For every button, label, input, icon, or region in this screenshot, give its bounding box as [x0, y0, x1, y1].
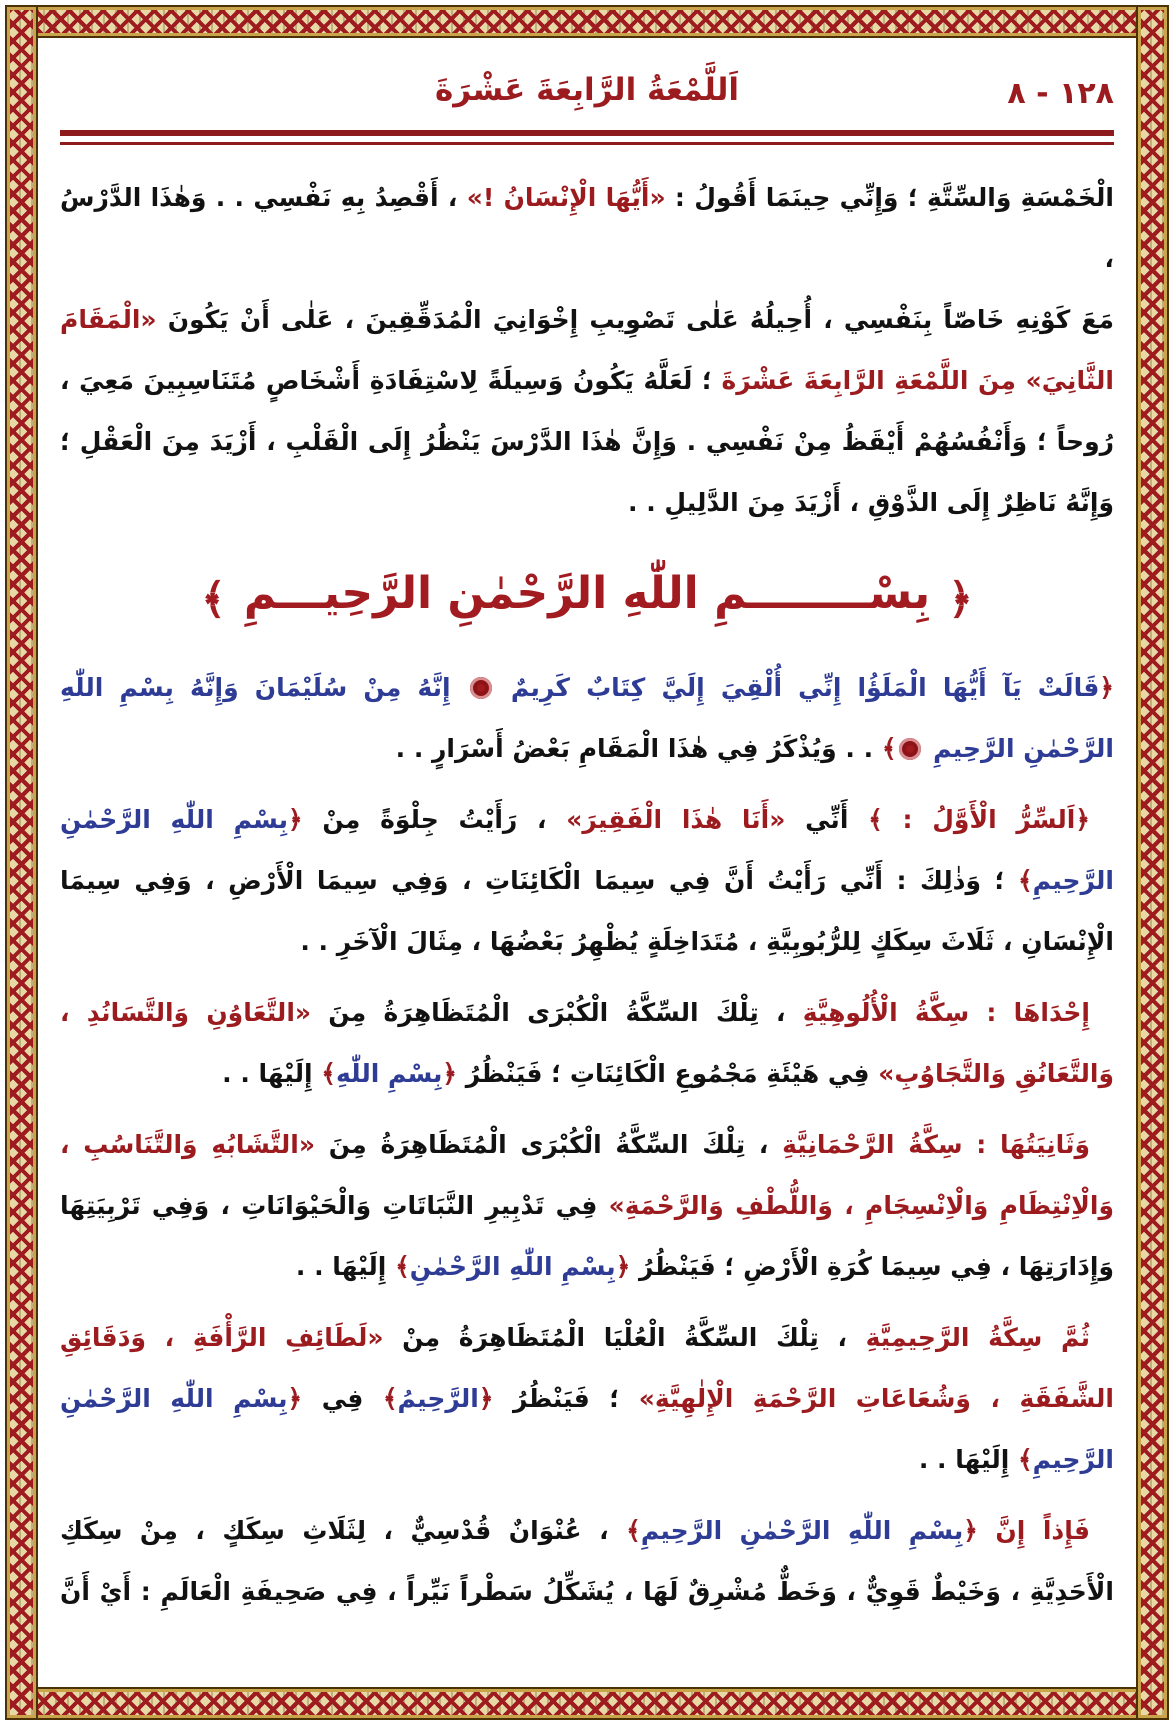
text-segment: مَعَ كَوْنِهِ خَاصّاً بِنَفْسِي ، أُحِيلُهُ عَلٰى تَصْوِيبِ إِخْوَانِيَ الْمُدَقِّقِينَ ، عَلٰى أَنْ يَكُونَ [156, 305, 1114, 334]
text-segment: . . وَيُذْكَرُ فِي هٰذَا الْمَقَامِ بَعْضُ أَسْرَارٍ . . [395, 734, 882, 763]
text-segment: فَإِذاً إِنَّ [977, 1516, 1090, 1545]
text-segment: «أَيُّهَا الْإِنْسَانُ !» [466, 183, 666, 212]
text-segment: «لَطَائِفِ الرَّأْفَةِ ، وَدَقَائِقِ [60, 1323, 384, 1352]
body-text [60, 167, 1114, 1622]
text-line [60, 850, 1114, 911]
verse-medallion-icon [899, 738, 921, 760]
text-line [60, 289, 1114, 350]
text-segment: الشَّفَقَةِ ، وَشُعَاعَاتِ الرَّحْمَةِ الْإِلٰهِيَّةِ» [638, 1384, 1115, 1413]
paragraph-second-stamp [60, 1114, 1114, 1297]
text-segment: بِسْمِ اللّٰهِ الرَّحْمٰنِ [60, 1384, 288, 1413]
text-segment: بِسْمِ اللّٰهِ الرَّحْمٰنِ الرَّحِيمِ [640, 1516, 964, 1545]
paragraph-first-secret [60, 789, 1114, 972]
verse-medallion-icon [470, 677, 492, 699]
text-line [60, 350, 1114, 411]
text-segment: رُوحاً ؛ وَأَنْفُسُهُمْ أَيْقَظُ مِنْ نَفْسِي . وَإِنَّ هٰذَا الدَّرْسَ يَنْظُرُ إِلَى الْقَلْبِ ، أَزْيَدَ مِنَ الْعَقْلِ ؛ [60, 427, 1114, 456]
paragraph-quran-verse [60, 657, 1114, 779]
page-title: اَللَّمْعَةُ الرَّابِعَةَ عَشْرَةَ [434, 72, 739, 108]
ornate-bracket-icon: ﴾ [382, 1384, 398, 1413]
ornate-bracket-left-icon: ﴾ [201, 574, 226, 623]
text-segment: أَنِّي [785, 805, 869, 834]
text-segment: فِي [302, 1384, 383, 1413]
text-segment: ، تِلْكَ السِّكَّةُ الْعُلْيَا الْمُتَظَاهِرَةُ مِنْ [383, 1323, 866, 1352]
text-segment: وَالتَّعَانُقِ وَالتَّجَاوُبِ» [878, 1059, 1114, 1088]
text-segment: الرَّحِيمِ [1032, 1445, 1114, 1474]
text-segment: الثَّانِيَ» مِنَ اللَّمْعَةِ الرَّابِعَةَ عَشْرَةَ [721, 366, 1114, 395]
text-segment: بِسْمِ اللّٰهِ الرَّحْمٰنِ [409, 1252, 616, 1281]
paragraph-conclusion [60, 1500, 1114, 1622]
text-line [60, 1500, 1114, 1561]
text-segment: «أَنَا هٰذَا الْفَقِيرَ» [566, 805, 786, 834]
text-segment: الْخَمْسَةِ وَالسِّتَّةِ ؛ وَإِنِّي حِينَمَا أَقُولُ : [665, 183, 1114, 212]
text-line [60, 1236, 1114, 1297]
text-line [60, 411, 1114, 472]
ornate-bracket-icon: ﴿ [478, 1384, 494, 1413]
text-segment: إِنَّهُ مِنْ سُلَيْمَانَ وَإِنَّهُ بِسْمِ اللّٰهِ [60, 673, 467, 702]
ornate-bracket-icon: ﴾ [1018, 1445, 1033, 1474]
text-segment: بِسْمِ اللّٰهِ [335, 1059, 443, 1088]
page-content [34, 34, 1140, 1691]
text-segment: إِلَيْهَا . . [918, 1445, 1018, 1474]
text-line [60, 982, 1114, 1043]
text-segment: ؛ لَعَلَّهُ يَكُونُ وَسِيلَةً لِاسْتِفَادَةِ أَشْخَاصٍ مُتَنَاسِبِينَ مَعِيَ ، [60, 366, 722, 395]
text-segment: وَثَانِيَتُهَا : سِكَّةُ الرَّحْمَانِيَّةِ [782, 1130, 1090, 1159]
text-segment: الرَّحِيمِ [1032, 866, 1114, 895]
text-line [60, 1429, 1114, 1490]
text-segment: الرَّحْمٰنِ الرَّحِيمِ [924, 734, 1114, 763]
text-segment: وَالْاِنْتِظَامِ وَالْاِنْسِجَامِ ، وَاللُّطْفِ وَالرَّحْمَةِ» [608, 1191, 1114, 1220]
text-line [60, 472, 1114, 533]
text-line [60, 789, 1114, 850]
text-line [60, 1368, 1114, 1429]
text-segment: الْإِنْسَانِ ، ثَلَاثَ سِكَكٍ لِلرُّبُوبِيَّةِ ، مُتَدَاخِلَةٍ يُظْهِرُ بَعْضُهَا ، مِثَالَ الْآخَرِ . . [300, 927, 1114, 956]
text-segment: بِسْمِ اللّٰهِ الرَّحْمٰنِ [60, 805, 288, 834]
text-segment: ثُمَّ سِكَّةُ الرَّحِيمِيَّةِ [865, 1323, 1091, 1352]
ornate-bracket-icon: ﴿ [288, 805, 303, 834]
text-segment: فِي هَيْئَةِ مَجْمُوعِ الْكَائِنَاتِ ؛ فَيَنْظُرُ [457, 1059, 879, 1088]
text-segment: ، تِلْكَ السِّكَّةُ الْكُبْرَى الْمُتَظَاهِرَةُ مِنَ [311, 998, 803, 1027]
ornate-bracket-right-icon: ﴿ [948, 574, 973, 623]
text-segment: قَالَتْ يَآ أَيُّهَا الْمَلَؤُا إِنِّي أُلْقِيَ إِلَيَّ كِتَابٌ كَرِيمٌ [494, 673, 1100, 702]
ornate-bracket-icon: ﴾ [321, 1059, 336, 1088]
text-line [60, 167, 1114, 289]
ornate-bracket-icon: ﴾ [1018, 866, 1033, 895]
ornate-bracket-icon: ﴿ [963, 1516, 978, 1545]
ornate-bracket-icon: ﴾ [626, 1516, 641, 1545]
ornate-bracket-icon: ﴿ [442, 1059, 458, 1088]
text-line [60, 1175, 1114, 1236]
page-number: ١٢٨ - ٨ [1007, 76, 1114, 111]
text-line [60, 718, 1114, 779]
page-header [60, 70, 1114, 120]
text-segment: «التَّشَابُهِ وَالتَّنَاسُبِ ، [60, 1130, 315, 1159]
text-segment: إِلَيْهَا . . [295, 1252, 396, 1281]
text-line [60, 1307, 1114, 1368]
text-segment: إِلَيْهَا . . [222, 1059, 322, 1088]
text-segment: فِي تَدْبِيرِ النَّبَاتَاتِ وَالْحَيْوَانَاتِ ، وَفِي تَرْبِيَتِهَا [60, 1191, 609, 1220]
text-segment: «التَّعَاوُنِ وَالتَّسَانُدِ ، [60, 998, 312, 1027]
text-segment: ؛ فَيَنْظُرُ [493, 1384, 639, 1413]
text-segment: وَإِنَّهُ نَاظِرٌ إِلَى الذَّوْقِ ، أَزْيَدَ مِنَ الدَّلِيلِ . . [628, 488, 1114, 517]
text-line [60, 911, 1114, 972]
paragraph-first-stamp [60, 982, 1114, 1104]
ornate-bracket-icon: ﴿ [615, 1252, 631, 1281]
ornate-bracket-icon: ﴾ [881, 734, 897, 763]
text-segment: إِحْدَاهَا : سِكَّةُ الْأُلُوهِيَّةِ [802, 998, 1090, 1027]
text-segment: وَإِدَارَتِهَا ، فِي سِيمَا كُرَةِ الْأَرْضِ ؛ فَيَنْظُرُ [630, 1252, 1114, 1281]
text-segment: ﴿اَلسِّرُّ الْأَوَّلُ : ﴾ [868, 805, 1090, 834]
text-line [60, 657, 1114, 718]
text-line [60, 1043, 1114, 1104]
text-segment: ، رَأَيْتُ جِلْوَةً مِنْ [302, 805, 567, 834]
ornate-bracket-icon: ﴿ [1099, 673, 1114, 702]
text-segment: الْأَحَدِيَّةِ ، وَخَيْطٌ قَوِيٌّ ، وَخَطٌّ مُشْرِقٌ لَهَا ، يُشَكِّلُ سَطْراً نَيِّراً ، فِي صَحِيفَةِ الْعَالَمِ : أَيْ أَنَّ [60, 1577, 1114, 1606]
ornamental-border-right [1136, 5, 1169, 1720]
ornate-bracket-icon: ﴾ [395, 1252, 410, 1281]
text-line [60, 1114, 1114, 1175]
basmala-text: بِسْــــــــمِ اللّٰهِ الرَّحْمٰنِ الرَّحِيـــمِ [243, 568, 931, 619]
ornate-bracket-icon: ﴿ [287, 1384, 303, 1413]
text-segment: ، تِلْكَ السِّكَّةُ الْكُبْرَى الْمُتَظَاهِرَةُ مِنَ [315, 1130, 783, 1159]
basmala-calligraphy [60, 559, 1114, 629]
text-segment: «الْمَقَامَ [60, 305, 157, 334]
ornamental-border-bottom [5, 1687, 1169, 1720]
text-segment: الرَّحِيمُ [397, 1384, 479, 1413]
text-segment: ، عُنْوَانٌ قُدْسِيٌّ ، لِثَلَاثِ سِكَكٍ ، مِنْ سِكَكِ [60, 1516, 627, 1545]
paragraph-third-stamp [60, 1307, 1114, 1490]
header-divider-rule [60, 130, 1114, 145]
text-segment: ، أَقْصِدُ بِهِ نَفْسِي . . وَهٰذَا الدَّرْسُ ، [60, 183, 1114, 273]
text-segment: ؛ وَذٰلِكَ : أَنِّي رَأَيْتُ أَنَّ فِي سِيمَا الْكَائِنَاتِ ، وَفِي سِيمَا الْأَرْضِ ، وَفِي سِيمَا [60, 866, 1018, 895]
paragraph-continuation [60, 167, 1114, 533]
text-line [60, 1561, 1114, 1622]
